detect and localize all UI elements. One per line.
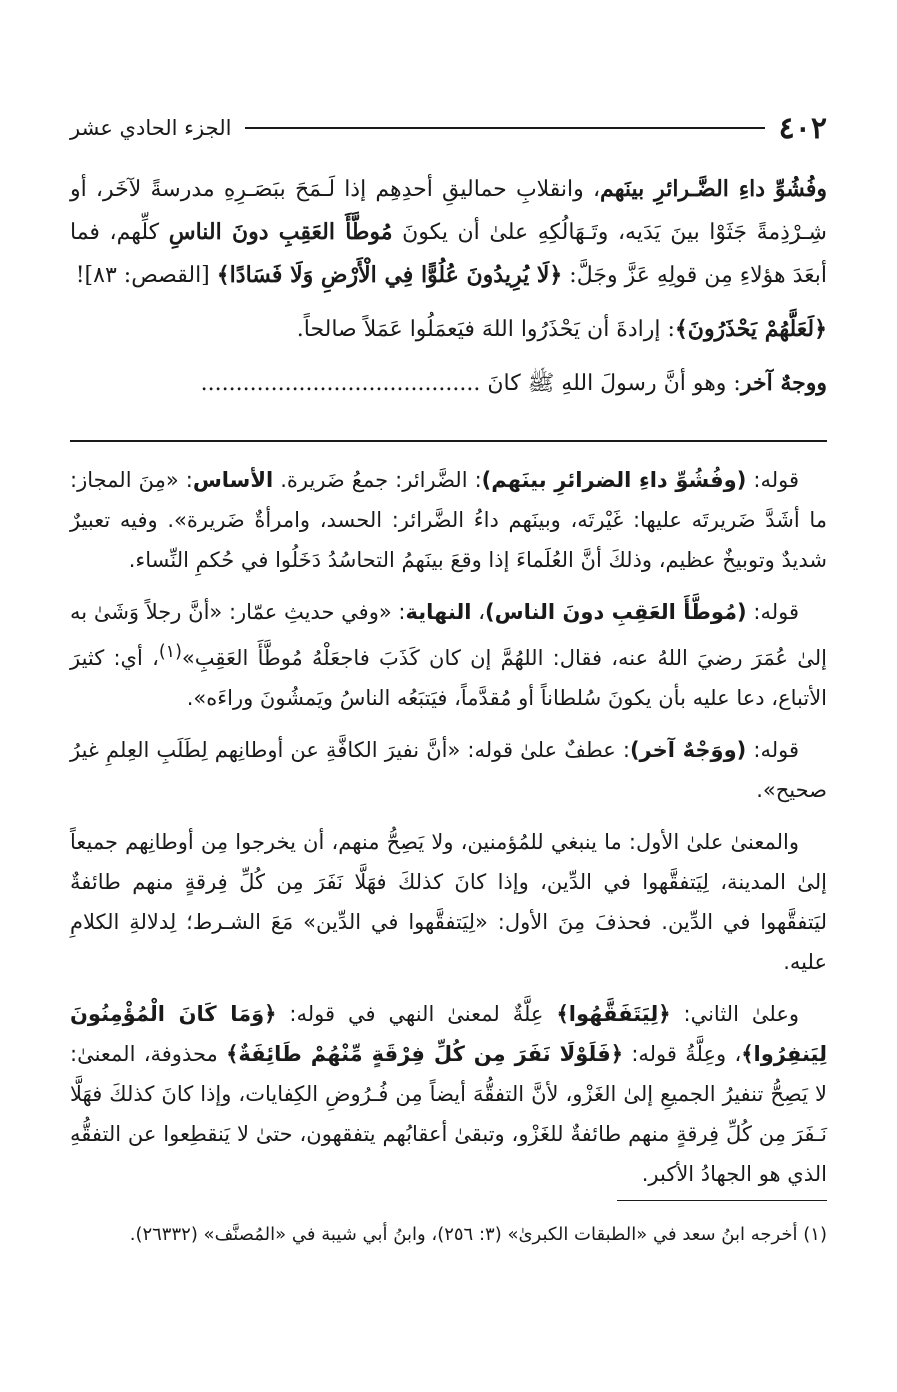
page-number: ٤٠٢: [778, 110, 827, 146]
commentary-paragraph-4: والمعنىٰ علىٰ الأول: ما ينبغي للمُؤمنين، ولا يَصِحُّ منهم، أن يخرجوا مِن أوطانِهم جميعاً إلىٰ المدينة، لِيَتفقَّهوا في الدِّين، وإذا كانَ كذلكَ فهَلَّا نَفَرَ مِن كُلِّ فِرقةٍ منهم طائفةٌ ليَتفقَّهوا في الدِّين. فحذفَ مِنَ الأول: «لِيَتفقَّهوا في الدِّين» مَعَ الشـرط؛ لِدلالةِ الكلامِ عليه.: [70, 830, 827, 974]
footnote-marker[interactable]: (١): [158, 642, 182, 662]
text-run: ، وانقلابِ حماليقِ أحدِهِم إذا لَـمَحَ ببَصَـرِهِ مدرسةً لآخَر، أو شِـرْذِمةً جَثَوْا بينَ يَدَيه، وتَـهَالُكِهِ علىٰ أن يكونَ: [70, 177, 827, 245]
text-run: وعلىٰ الثاني:: [670, 1002, 799, 1026]
running-title: الجزء الحادي عشر: [70, 116, 232, 140]
commentary: [70, 460, 827, 1206]
header-rule: [245, 127, 764, 129]
text-run: ،: [471, 600, 486, 624]
bold-phrase: الأساس: [192, 468, 274, 492]
text-run: : وهو أنَّ رسولَ اللهِ ﷺ كانَ: [487, 371, 741, 396]
bold-phrase: ووجهٌ آخر: [740, 370, 827, 396]
text-run: قوله:: [746, 600, 799, 624]
commentary-paragraph-3: [70, 730, 827, 810]
text-run: محذوفة، المعنىٰ: لا يَصِحُّ تنفيرُ الجميعِ إلىٰ الغَزْو، لأنَّ التفقُّهَ أيضاً مِن فُـرُوضِ الكِفايات، وإذا كانَ كذلكَ فهَلَّا نَـفَرَ مِن كُلِّ فِرقةٍ منهم طائفةٌ للغَزْو، وتبقىٰ أعقابُهم يتفقهون، حتىٰ لا يَنقطِعوا عن التفقُّهِ الذي هو الجهادُ الأكبر.: [70, 1042, 827, 1186]
bold-phrase: (مُوطَّأَ العَقِبِ دونَ الناس): [485, 600, 747, 624]
main-paragraph-2: [70, 308, 827, 351]
text-run: قوله:: [746, 468, 799, 492]
text-run: عِلَّةٌ لمعنىٰ النهي في قوله:: [276, 1002, 557, 1026]
commentary-paragraph-1: [70, 460, 827, 580]
text-run: : عطفٌ علىٰ قوله: «أنَّ نفيرَ الكافَّةِ عن أوطانِهم لِطَلَبِ العِلمِ غيرُ صحيح».: [70, 738, 827, 802]
text-run: : «وفي حديثِ عمّار: «أنَّ رجلاً وَشَىٰ به إلىٰ عُمَرَ رضيَ اللهُ عنه، فقال: اللهُمَّ إن كان كَذَبَ فاجعَلْهُ مُوطَّأَ العَقِبِ»: [70, 600, 827, 670]
text-run: ، وعِلَّةُ قوله:: [623, 1042, 742, 1066]
continuation-dots: ........................................: [200, 371, 481, 396]
quran-verse: ﴿فَلَوْلَا نَفَرَ مِن كُلِّ فِرْقَةٍ مِّنْهُمْ طَائِفَةٌ﴾: [226, 1042, 624, 1066]
text-run: [القصص: ٨٣]!: [75, 263, 217, 288]
bold-phrase: مُوطَّأَ العَقِبِ دونَ الناسِ: [168, 219, 393, 245]
footnote: (١) أخرجه ابنُ سعد في «الطبقات الكبرىٰ» (٣: ٢٥٦)، وابنُ أبي شيبة في «المُصنَّف» (٢٦٣٣٢).: [129, 1224, 827, 1245]
text-run: قوله:: [746, 738, 799, 762]
quran-verse: ﴿لَا يُرِيدُونَ عُلُوًّا فِي الْأَرْضِ وَلَا فَسَادًا﴾: [216, 262, 563, 288]
text-run: : الضَّرائر: جمعُ ضَريرة.: [273, 468, 482, 492]
page-header: [70, 108, 827, 148]
commentary-paragraph-2: [70, 592, 827, 718]
main-paragraph-1: [70, 168, 827, 297]
bold-phrase: النهاية: [405, 600, 472, 624]
text-run: : «مِنَ المجاز: ما أشَدَّ ضَريرتَه عليها: غَيْرتَه، وبينَهم داءُ الضَّرائر: الحسد، وامرأةٌ ضَريرة». وفيه تعبيرٌ شديدٌ وتوبيخٌ عظيم، وذلكَ أنَّ العُلَماءَ إذا وقعَ بينَهمُ التحاسُدُ دَخَلُوا في حُكمِ النِّساء.: [70, 468, 827, 572]
text-run: كلِّهم، فما أبعَدَ هؤلاءِ مِن قولِهِ عَزَّ وجَلَّ:: [70, 220, 827, 288]
text-run: ، أي: كثيرَ الأتباع، دعا عليه بأن يكونَ سُلطاناً أو مُقدَّماً، فيَتبَعُه الناسُ ويَمشُونَ وراءَه».: [70, 646, 827, 710]
main-text: [70, 168, 827, 416]
text-run: : إرادةَ أن يَحْذَرُوا اللهَ فيَعمَلُوا عَمَلاً صالحاً.: [296, 317, 675, 342]
quran-verse: ﴿لِيَتَفَقَّهُوا﴾: [556, 1002, 671, 1026]
main-paragraph-3: [70, 362, 827, 405]
bold-phrase: وفُشُوِّ داءِ الضَّـرائرِ بينَهم: [600, 176, 827, 202]
quran-verse: ﴿وَمَا كَانَ الْمُؤْمِنُونَ لِيَنفِرُوا﴾: [70, 1002, 827, 1066]
commentary-paragraph-5: [70, 994, 827, 1194]
quran-verse: ﴿لَعَلَّهُمْ يَحْذَرُونَ﴾: [674, 316, 827, 342]
footnote-rule: [617, 1200, 827, 1201]
section-divider: [70, 440, 827, 442]
bold-phrase: (وفُشُوِّ داءِ الضرائرِ بينَهم): [481, 468, 747, 492]
bold-phrase: (ووَجْهٌ آخر): [629, 738, 747, 762]
